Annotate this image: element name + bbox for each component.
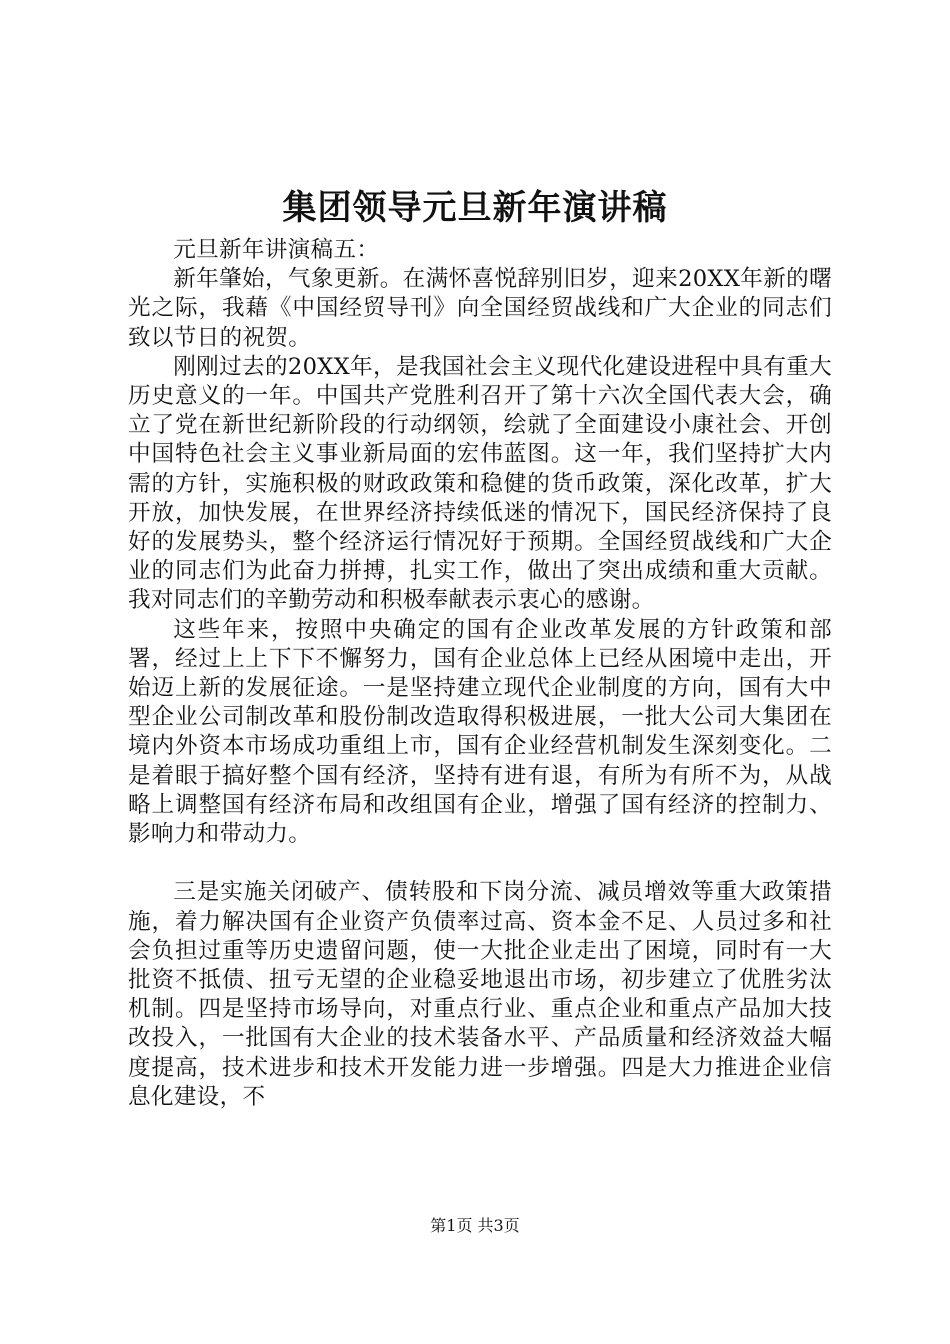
document-body bbox=[128, 236, 832, 1112]
paragraph-greeting: 新年肇始，气象更新。在满怀喜悦辞别旧岁，迎来20XX年新的曙光之际，我藉《中国经贸导刊》向全国经贸战线和广大企业的同志们致以节日的祝贺。 bbox=[128, 266, 832, 351]
paragraph-measures: 三是实施关闭破产、债转股和下岗分流、减员增效等重大政策措施，着力解决国有企业资产负债率过高、资本金不足、人员过多和社会负担过重等历史遗留问题，使一大批企业走出了困境，同时有一大批资不抵债、扭亏无望的企业稳妥地退出市场，初步建立了优胜劣汰机制。四是坚持市场导向，对重点行业、重点企业和重点产品加大技改投入，一批国有大企业的技术装备水平、产品质量和经济效益大幅度提高，技术进步和技术开发能力进一步增强。四是大力推进企业信息化建设，不 bbox=[128, 879, 832, 1110]
page-title: 集团领导元旦新年演讲稿 bbox=[282, 188, 668, 228]
paragraph-heading: 元旦新年讲演稿五： bbox=[173, 237, 380, 263]
page-number-footer: 第1页 共3页 bbox=[430, 1216, 520, 1235]
paragraph-review: 刚刚过去的20XX年，是我国社会主义现代化建设进程中具有重大历史意义的一年。中国共产党胜利召开了第十六次全国代表大会，确立了党在新世纪新阶段的行动纲领，绘就了全面建设小康社会、开创中国特色社会主义事业新局面的宏伟蓝图。这一年，我们坚持扩大内需的方针，实施积极的财政政策和稳健的货币政策，深化改革，扩大开放，加快发展，在世界经济持续低迷的情况下，国民经济保持了良好的发展势头，整个经济运行情况好于预期。全国经贸战线和广大企业的同志们为此奋力拼搏，扎实工作，做出了突出成绩和重大贡献。我对同志们的辛勤劳动和积极奉献表示衷心的感谢。 bbox=[128, 353, 832, 614]
paragraph-gap bbox=[128, 849, 832, 878]
paragraph-reform: 这些年来，按照中央确定的国有企业改革发展的方针政策和部署，经过上上下下不懈努力，国有企业总体上已经从困境中走出，开始迈上新的发展征途。一是坚持建立现代企业制度的方向，国有大中型企业公司制改革和股份制改造取得积极进展，一批大公司大集团在境内外资本市场成功重组上市，国有企业经营机制发生深刻变化。二是着眼于搞好整个国有经济，坚持有进有退，有所为有所不为，从战略上调整国有经济布局和改组国有企业，增强了国有经济的控制力、影响力和带动力。 bbox=[128, 616, 832, 848]
